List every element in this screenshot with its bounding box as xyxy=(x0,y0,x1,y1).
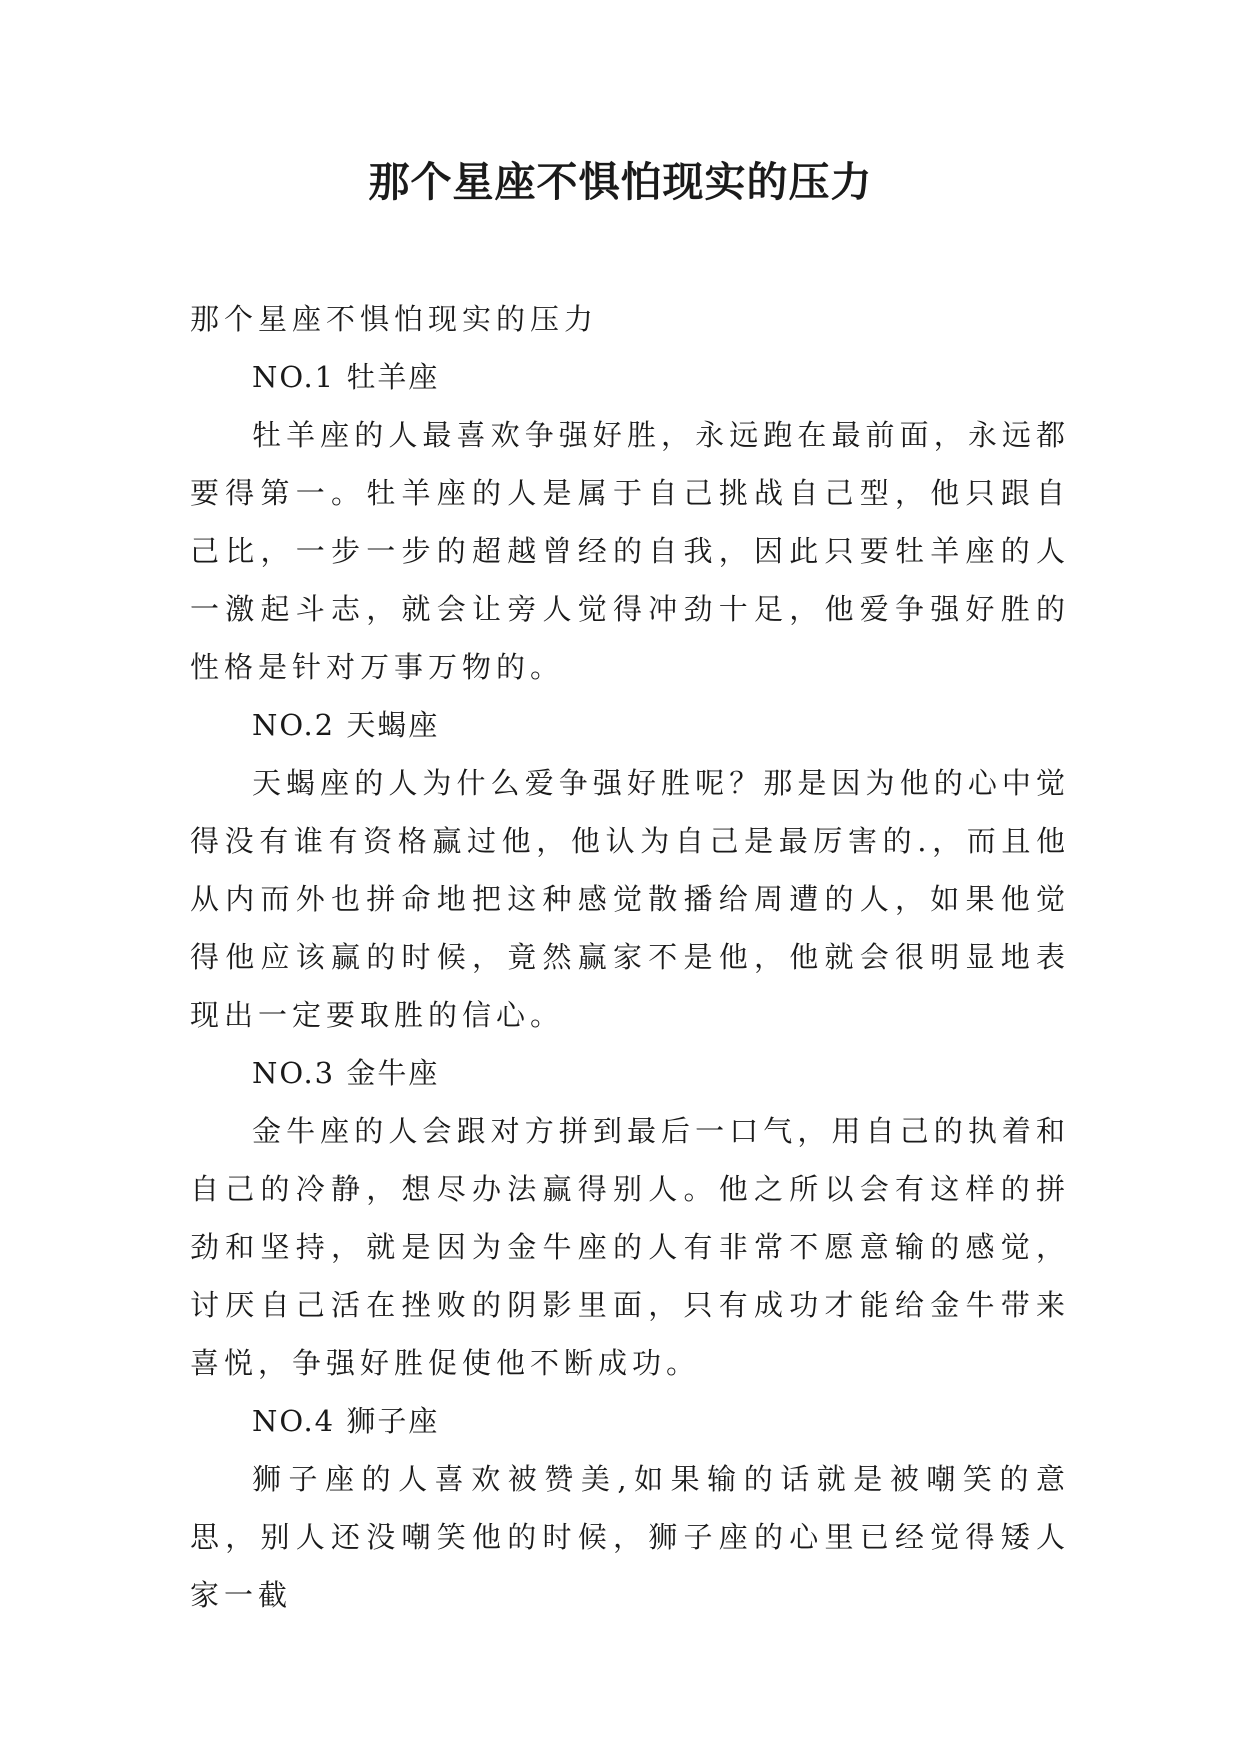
section-text-leo: 狮子座的人喜欢被赞美,如果输的话就是被嘲笑的意思，别人还没嘲笑他的时候，狮子座的心里已经觉得矮人家一截 xyxy=(190,1462,1070,1612)
section-text-aries: 牡羊座的人最喜欢争强好胜，永远跑在最前面，永远都要得第一。牡羊座的人是属于自己挑战自己型，他只跟自己比，一步一步的超越曾经的自我，因此只要牡羊座的人一激起斗志，就会让旁人觉得冲劲十足，他爱争强好胜的性格是针对万事万物的。 xyxy=(190,418,1070,684)
document-title: 那个星座不惧怕现实的压力 xyxy=(368,158,873,206)
section-text-taurus: 金牛座的人会跟对方拼到最后一口气，用自己的执着和自己的冷静，想尽办法赢得别人。他之所以会有这样的拼劲和坚持，就是因为金牛座的人有非常不愿意输的感觉，讨厌自己活在挫败的阴影里面，只有成功才能给金牛带来喜悦，争强好胜促使他不断成功。 xyxy=(190,1114,1070,1380)
section-heading-taurus: NO.3 金牛座 xyxy=(252,1056,440,1090)
section-heading-leo: NO.4 狮子座 xyxy=(252,1404,440,1438)
section-heading-scorpio: NO.2 天蝎座 xyxy=(252,708,440,742)
intro-line: 那个星座不惧怕现实的压力 xyxy=(190,302,599,336)
section-text-scorpio: 天蝎座的人为什么爱争强好胜呢？那是因为他的心中觉得没有谁有资格赢过他，他认为自己是最厉害的.，而且他从内而外也拼命地把这种感觉散播给周遭的人，如果他觉得他应该赢的时候，竟然赢家不是他，他就会很明显地表现出一定要取胜的信心。 xyxy=(190,766,1070,1032)
document-body xyxy=(190,290,1070,1624)
section-heading-aries: NO.1 牡羊座 xyxy=(252,360,440,394)
